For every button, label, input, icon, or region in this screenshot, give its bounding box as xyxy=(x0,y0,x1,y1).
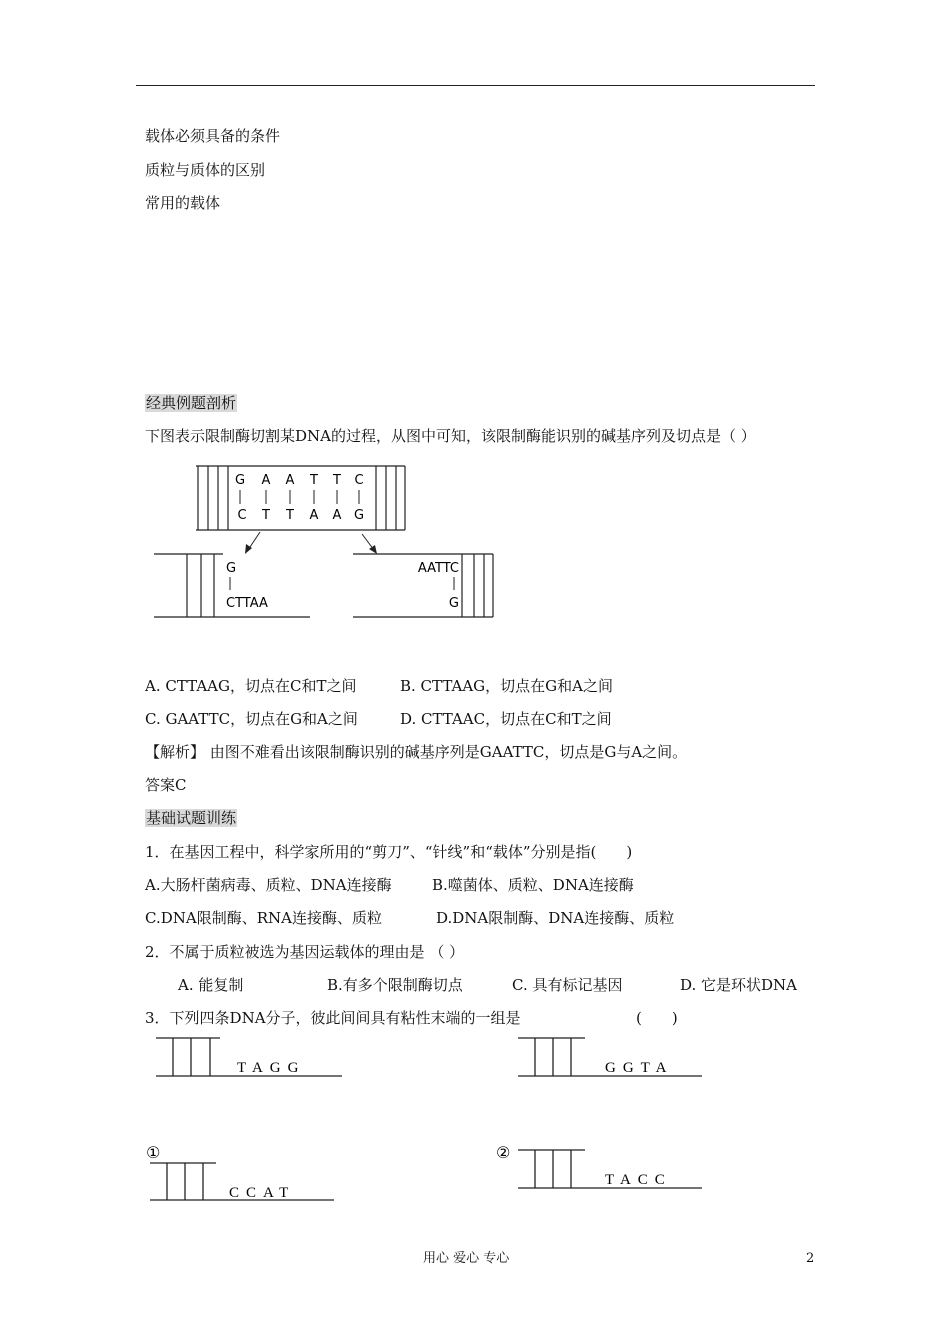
bottom-base: A xyxy=(309,508,319,523)
page-number: 2 xyxy=(806,1251,815,1266)
bottom-base: C xyxy=(237,508,247,523)
top-base: T xyxy=(310,473,318,488)
top-base: C xyxy=(354,473,364,488)
option-a[interactable]: A. CTTAAG，切点在C和T之间 xyxy=(145,677,357,695)
restriction-figure xyxy=(150,462,500,622)
analysis: 【解析】 由图不难看出该限制酶识别的碱基序列是GAATTC，切点是G与A之间。 xyxy=(145,743,688,761)
molecule-4-sequence: TACC xyxy=(605,1172,672,1188)
note-line: 载体必须具备的条件 xyxy=(145,127,281,145)
bottom-base: A xyxy=(332,508,342,523)
right-fragment-top: AATTC xyxy=(417,561,459,576)
q3-answer-paren: ( ) xyxy=(636,1009,678,1027)
bottom-base: G xyxy=(353,508,365,523)
q2-option-a[interactable]: A. 能复制 xyxy=(178,976,244,994)
header-rule xyxy=(136,85,815,86)
molecule-1-sequence: TAGG xyxy=(237,1060,306,1076)
top-base: G xyxy=(234,473,246,488)
molecule-2-sequence: GGTA xyxy=(605,1060,674,1076)
top-base: T xyxy=(333,473,341,488)
bottom-base: T xyxy=(286,508,294,523)
q3-molecules xyxy=(140,1032,720,1207)
q1-option-a[interactable]: A.大肠杆菌病毒、质粒、DNA连接酶 xyxy=(145,876,392,894)
molecule-3-sequence: CCAT xyxy=(229,1185,296,1201)
q1-option-d[interactable]: D.DNA限制酶、DNA连接酶、质粒 xyxy=(436,909,675,927)
option-d[interactable]: D. CTTAAC，切点在C和T之间 xyxy=(400,710,612,728)
top-base: A xyxy=(261,473,271,488)
q2-option-b[interactable]: B.有多个限制酶切点 xyxy=(327,976,463,994)
q3-stem: 3．下列四条DNA分子，彼此间间具有粘性末端的一组是 xyxy=(145,1009,521,1027)
example-question: 下图表示限制酶切割某DNA的过程，从图中可知，该限制酶能识别的碱基序列及切点是（ ） xyxy=(145,427,756,445)
q2-option-c[interactable]: C. 具有标记基因 xyxy=(512,976,623,994)
answer: 答案C xyxy=(145,776,187,794)
q1-stem: 1．在基因工程中，科学家所用的“剪刀”、“针线”和“载体”分别是指( ) xyxy=(145,843,633,861)
label-2: ② xyxy=(496,1143,511,1162)
section-heading-training: 基础试题训练 xyxy=(146,809,237,827)
note-line: 质粒与质体的区别 xyxy=(145,161,266,179)
label-1: ① xyxy=(146,1143,161,1162)
footer-motto: 用心 爱心 专心 xyxy=(423,1251,510,1266)
q1-option-c[interactable]: C.DNA限制酶、RNA连接酶、质粒 xyxy=(145,909,382,927)
right-fragment-bottom: G xyxy=(448,596,459,611)
option-b[interactable]: B. CTTAAG，切点在G和A之间 xyxy=(400,677,613,695)
section-heading-example: 经典例题剖析 xyxy=(146,394,237,412)
bottom-base: T xyxy=(262,508,270,523)
left-fragment-top: G xyxy=(226,561,237,576)
q2-option-d[interactable]: D. 它是环状DNA xyxy=(680,976,798,994)
q2-stem: 2．不属于质粒被选为基因运载体的理由是 （ ） xyxy=(145,943,465,961)
top-base: A xyxy=(285,473,295,488)
note-line: 常用的载体 xyxy=(145,194,221,212)
option-c[interactable]: C. GAATTC，切点在G和A之间 xyxy=(145,710,358,728)
q1-option-b[interactable]: B.噬菌体、质粒、DNA连接酶 xyxy=(432,876,634,894)
left-fragment-bottom: CTTAA xyxy=(226,596,268,611)
